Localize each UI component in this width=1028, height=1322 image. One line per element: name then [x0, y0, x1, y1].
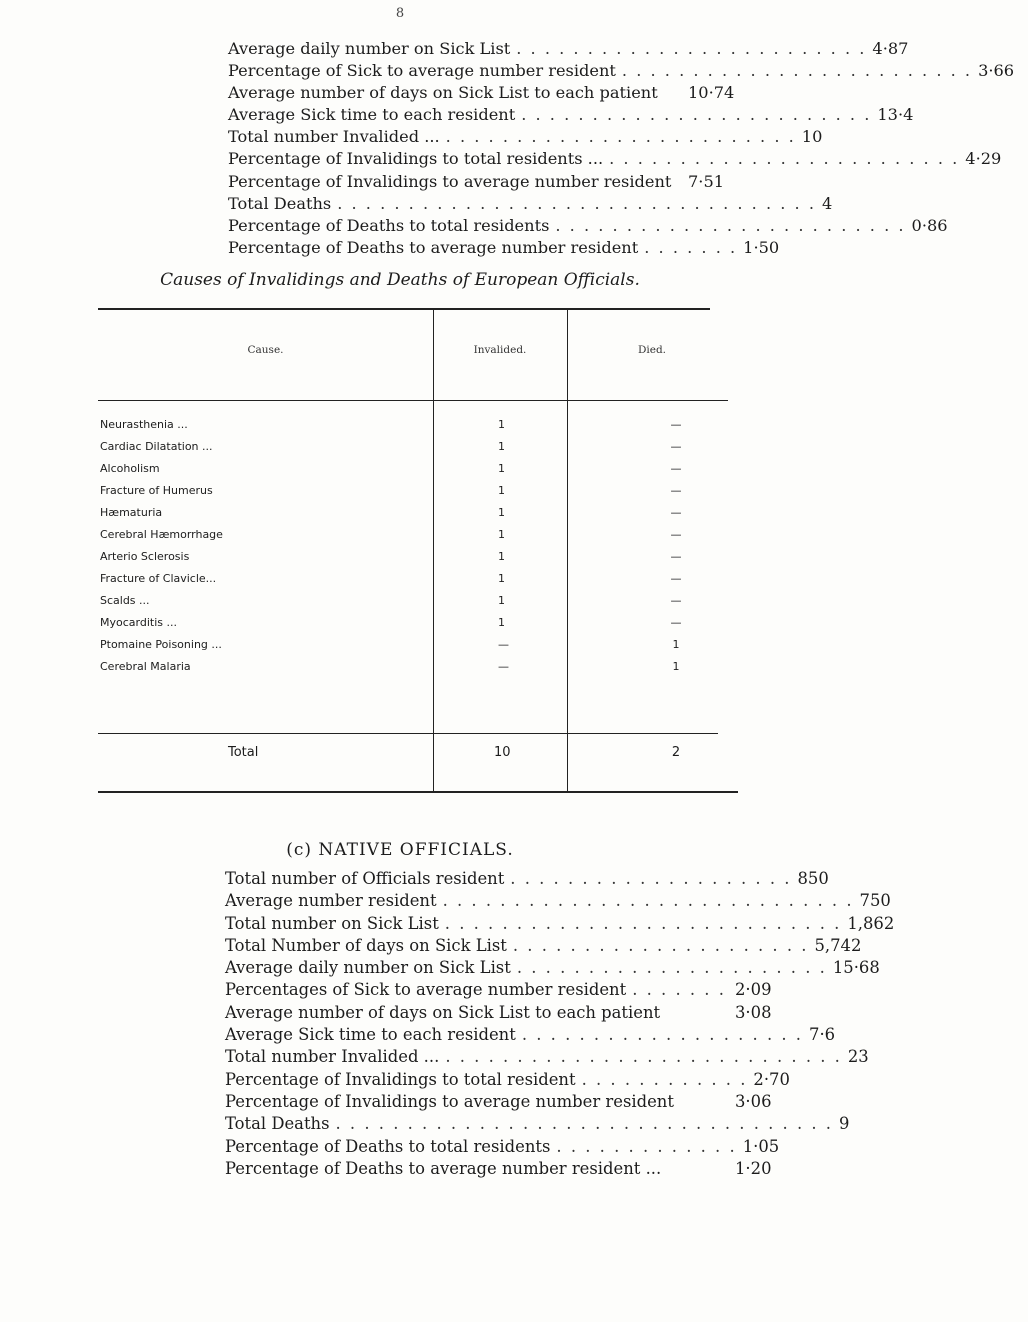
header-cause: Cause. — [247, 344, 284, 356]
stat-label: Percentages of Sick to average number resident — [225, 980, 627, 1000]
died-cell: 1 — [672, 638, 680, 651]
table-row — [98, 656, 728, 678]
stat-label: Percentage of Deaths to average number resident ... — [225, 1158, 662, 1178]
stat-value: 9 — [839, 1114, 850, 1134]
stat-value: 1·20 — [735, 1158, 772, 1178]
table-row — [98, 546, 728, 568]
cause-cell: Scalds ... — [100, 594, 150, 607]
stat-label: Average Sick time to each resident — [225, 1025, 516, 1045]
section-heading: (c) NATIVE OFFICIALS. — [286, 840, 514, 860]
stat-row — [225, 1002, 785, 1024]
leader-dots: . . . . . . . . . . . . — [581, 1069, 748, 1089]
header-died: Died. — [637, 344, 667, 356]
stat-label: Total number on Sick List — [225, 913, 439, 933]
native-stats-list — [225, 868, 895, 1180]
invalided-cell: 1 — [498, 528, 505, 541]
leader-dots: . . . . . . . . . . . . . — [556, 1136, 737, 1156]
stat-value: 4 — [821, 193, 833, 213]
stat-value: 0·86 — [911, 215, 948, 235]
stat-label: Percentage of Deaths to total residents — [228, 215, 550, 235]
invalided-cell: 1 — [498, 484, 505, 497]
stat-row — [228, 237, 780, 259]
stat-row — [225, 1069, 790, 1091]
stat-row — [225, 979, 785, 1001]
total-row — [98, 745, 728, 771]
cause-cell: Arterio Sclerosis — [100, 550, 190, 563]
table-header-rule — [98, 400, 728, 401]
stat-value: 1·05 — [742, 1136, 780, 1156]
invalided-cell: 1 — [498, 572, 505, 585]
table-row — [98, 634, 728, 656]
leader-dots: . . . . . . . . . . . . . . . . . . . . . . . . . — [621, 61, 973, 81]
stat-label: Percentage of Sick to average number resident — [228, 61, 616, 81]
stat-label: Total Deaths — [228, 193, 332, 213]
leader-dots: . . . . . . . . . . . . . . . . . . . . . . . . . — [521, 105, 872, 125]
leader-dots: . . . . . . . . . . . . . . . . . . . . . . . . . — [555, 215, 906, 235]
table-row — [98, 414, 728, 436]
stat-value: 7·6 — [809, 1025, 836, 1045]
stat-value: 3·08 — [735, 1002, 772, 1022]
stat-label: Percentage of Invalidings to total resident — [225, 1069, 576, 1089]
stat-row — [228, 38, 909, 60]
stat-row — [225, 1136, 785, 1158]
invalided-cell: — — [498, 638, 509, 651]
stat-row — [225, 1091, 785, 1113]
stat-label: Total Number of days on Sick List — [225, 935, 507, 955]
stat-value: 2·70 — [753, 1069, 790, 1089]
stat-value: 2·09 — [735, 980, 772, 1000]
stat-value: 7·51 — [688, 171, 725, 191]
table-total-rule — [98, 733, 718, 734]
cause-cell: Hæmaturia — [100, 506, 163, 519]
died-cell: — — [670, 528, 682, 541]
table-top-rule — [98, 308, 710, 310]
european-stats-list — [228, 38, 1015, 259]
stat-label: Percentage of Invalidings to average number resident — [225, 1091, 674, 1111]
table-row — [98, 590, 728, 612]
stat-label: Percentage of Invalidings to total residents ... — [228, 149, 604, 169]
died-cell: — — [670, 550, 682, 563]
causes-table — [98, 308, 728, 798]
cause-cell: Fracture of Clavicle... — [100, 572, 217, 585]
invalided-cell: 1 — [498, 616, 505, 629]
invalided-cell: 1 — [498, 550, 505, 563]
stat-label: Average Sick time to each resident — [228, 105, 516, 125]
stat-value: 23 — [847, 1047, 869, 1067]
stat-value: 10 — [801, 127, 823, 147]
stat-value: 850 — [797, 869, 829, 888]
leader-dots: . . . . . . . . . . . . . . . . . . . . . . — [516, 958, 827, 978]
died-cell: — — [670, 462, 682, 475]
leader-dots: . . . . . . . . . . . . . . . . . . . . — [521, 1025, 804, 1045]
died-cell: — — [670, 616, 682, 629]
stat-label: Total Deaths — [225, 1114, 330, 1134]
page-number: 8 — [395, 6, 405, 21]
stat-value: 5,742 — [814, 935, 862, 955]
leader-dots: . . . . . . . . . . . . . . . . . . . . . . . . . . . . . — [442, 891, 854, 911]
stat-value: 3·66 — [978, 61, 1015, 81]
stat-row — [228, 148, 1002, 170]
stat-row — [225, 1113, 850, 1135]
stat-label: Total number Invalided ... — [225, 1047, 440, 1067]
stat-row — [225, 1158, 785, 1180]
cause-cell: Fracture of Humerus — [100, 484, 213, 497]
leader-dots: . . . . . . . . . . . . . . . . . . . . . . . . . — [445, 127, 796, 147]
invalided-cell: 1 — [498, 440, 505, 453]
stat-row — [225, 935, 862, 957]
cause-cell: Ptomaine Poisoning ... — [100, 638, 222, 651]
invalided-cell: 1 — [498, 594, 505, 607]
leader-dots: . . . . . . . . . . . . . . . . . . . . — [510, 869, 792, 888]
cause-cell: Alcoholism — [100, 462, 160, 475]
stat-row — [228, 82, 738, 104]
table-row — [98, 568, 728, 590]
table-row — [98, 436, 728, 458]
stat-value: 13·4 — [877, 105, 914, 125]
leader-dots: . . . . . . . . . . . . . . . . . . . . . — [512, 935, 809, 955]
cause-cell: Neurasthenia ... — [100, 418, 188, 431]
table-caption: Causes of Invalidings and Deaths of European Officials. — [160, 270, 640, 290]
stat-label: Average daily number on Sick List — [228, 39, 511, 58]
stat-value: 15·68 — [832, 958, 880, 978]
died-cell: — — [670, 418, 682, 431]
table-row — [98, 502, 728, 524]
stat-row — [225, 890, 891, 912]
stat-row — [225, 913, 895, 935]
stat-label: Average number resident — [225, 891, 437, 911]
stat-label: Percentage of Invalidings to average number resident — [228, 171, 672, 191]
table-row — [98, 524, 728, 546]
stat-value: 10·74 — [688, 83, 735, 103]
cause-cell: Cerebral Hæmorrhage — [100, 528, 223, 541]
leader-dots: . . . . . . . . . . . . . . . . . . . . . . . . . . . . — [444, 913, 842, 933]
stat-value: 1,862 — [847, 913, 895, 933]
died-cell: — — [670, 506, 682, 519]
table-row — [98, 480, 728, 502]
stat-label: Average daily number on Sick List — [225, 958, 511, 978]
stat-row — [228, 193, 833, 215]
leader-dots: . . . . . . . — [632, 980, 726, 1000]
died-cell: — — [670, 572, 682, 585]
stat-value: 4·87 — [872, 39, 909, 58]
died-cell: — — [670, 440, 682, 453]
leader-dots: . . . . . . . . . . . . . . . . . . . . . . . . . . . . — [445, 1047, 842, 1067]
invalided-cell: — — [498, 660, 509, 673]
stat-value: 4·29 — [965, 149, 1002, 169]
invalided-cell: 1 — [498, 462, 505, 475]
stat-value: 1·50 — [743, 237, 780, 257]
total-invalided: 10 — [494, 745, 511, 760]
cause-cell: Cerebral Malaria — [100, 660, 191, 673]
stat-row — [225, 1024, 836, 1046]
leader-dots: . . . . . . . . . . . . . . . . . . . . . . . . . — [516, 39, 867, 58]
stat-label: Average number of days on Sick List to each patient — [225, 1002, 661, 1022]
leader-dots: . . . . . . . . . . . . . . . . . . . . . . . . . — [609, 149, 960, 169]
stat-value: 3·06 — [735, 1091, 772, 1111]
stat-row — [228, 171, 738, 193]
table-bottom-rule — [98, 791, 738, 793]
stat-row — [228, 60, 1015, 82]
leader-dots: . . . . . . . . . . . . . . . . . . . . . . . . . . . . . . . . . . — [337, 193, 816, 213]
table-row — [98, 458, 728, 480]
invalided-cell: 1 — [498, 506, 505, 519]
died-cell: — — [670, 484, 682, 497]
stat-label: Percentage of Deaths to total residents — [225, 1136, 551, 1156]
table-row — [98, 612, 728, 634]
total-label: Total — [228, 745, 259, 760]
stat-row — [228, 126, 823, 148]
died-cell: 1 — [672, 660, 680, 673]
leader-dots: . . . . . . . — [644, 237, 738, 257]
stat-label: Total number Invalided ... — [228, 127, 440, 147]
stat-label: Percentage of Deaths to average number resident — [228, 237, 639, 257]
died-cell: — — [670, 594, 682, 607]
stat-row — [228, 215, 948, 237]
invalided-cell: 1 — [498, 418, 505, 431]
stat-row — [225, 957, 880, 979]
stat-row — [228, 104, 914, 126]
cause-cell: Cardiac Dilatation ... — [100, 440, 213, 453]
stat-label: Average number of days on Sick List to each patient — [228, 83, 658, 103]
leader-dots: . . . . . . . . . . . . . . . . . . . . . . . . . . . . . . . . . . . — [335, 1114, 834, 1134]
stat-value: 750 — [859, 891, 891, 911]
stat-label: Total number of Officials resident — [225, 869, 505, 888]
total-died: 2 — [671, 745, 681, 760]
stat-row — [225, 868, 829, 890]
header-invalided: Invalided. — [473, 344, 527, 356]
cause-cell: Myocarditis ... — [100, 616, 177, 629]
stat-row — [225, 1046, 869, 1068]
